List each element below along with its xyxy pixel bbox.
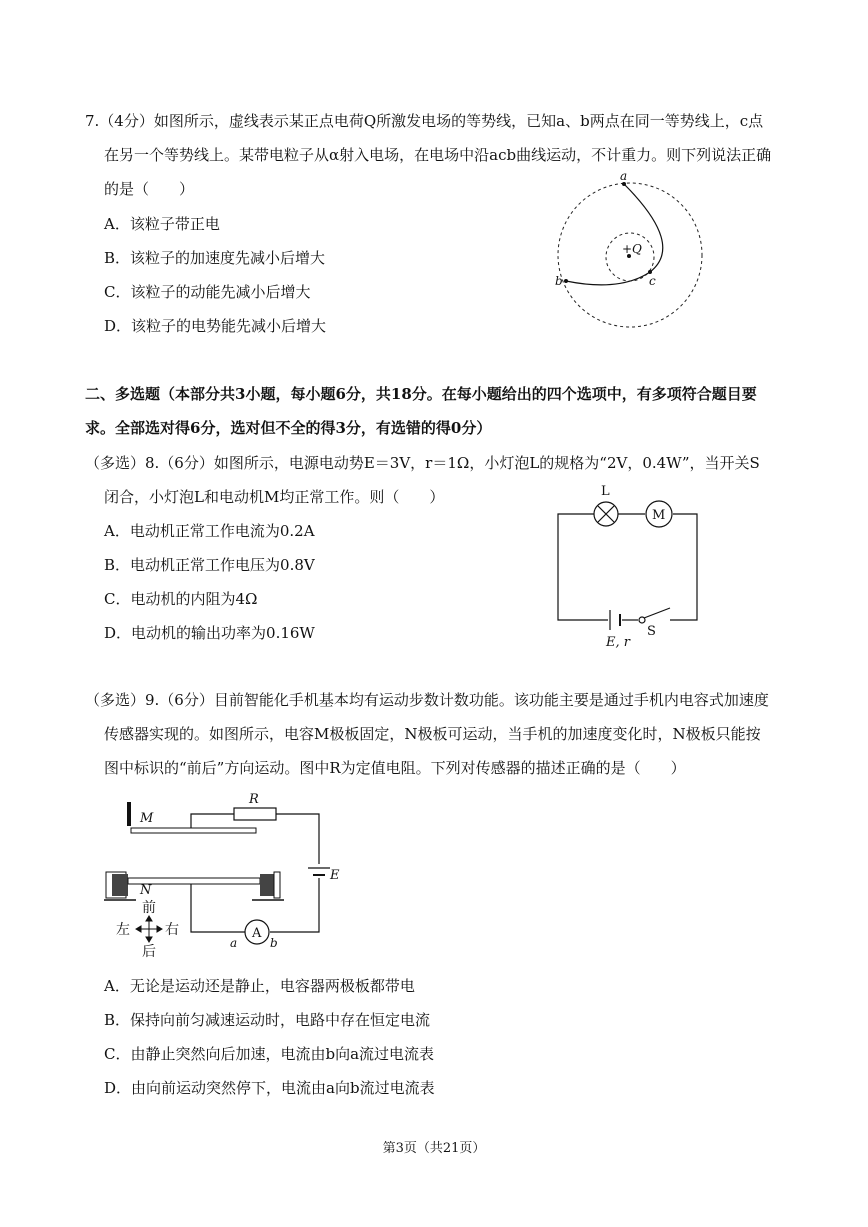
q8-wire bbox=[670, 514, 697, 620]
q8-source-label: E, r bbox=[606, 635, 630, 650]
q9-stem-line1: （多选）9.（6分）目前智能化手机基本均有运动步数计数功能。该功能主要是通过手机内电容式加速度 bbox=[85, 691, 769, 709]
q9-resistor-label: R bbox=[249, 792, 259, 807]
q9-plate-m-mount bbox=[127, 802, 131, 826]
q9-option-d: D．由向前运动突然停下，电流由a向b流过电流表 bbox=[104, 1079, 435, 1097]
q9-option-b: B．保持向前匀减速运动时，电路中存在恒定电流 bbox=[104, 1011, 431, 1029]
q8-stem-line2: 闭合，小灯泡L和电动机M均正常工作。则（ ） bbox=[104, 488, 445, 506]
q9-resistor bbox=[234, 808, 276, 820]
q9-sensor-figure bbox=[100, 788, 350, 968]
section2-header-line2: 求。全部选对得6分，选对但不全的得3分，有选错的得0分） bbox=[85, 419, 492, 437]
q8-switch-lever bbox=[644, 608, 670, 618]
q9-option-c: C．由静止突然向后加速，电流由b向a流过电流表 bbox=[104, 1045, 435, 1063]
q7-option-c: C．该粒子的动能先减小后增大 bbox=[104, 283, 311, 301]
q9-wire bbox=[191, 814, 234, 828]
q9-plate-m-label: M bbox=[140, 811, 154, 826]
q8-option-a: A．电动机正常工作电流为0.2A bbox=[104, 522, 315, 540]
q8-stem-line1: （多选）8.（6分）如图所示，电源电动势E＝3V，r＝1Ω，小灯泡L的规格为“2V，0.4W”，当开关S bbox=[85, 454, 760, 472]
q7-point-b-dot bbox=[564, 279, 568, 283]
page-footer: 第3页（共21页） bbox=[382, 1141, 486, 1156]
q8-circuit-figure bbox=[550, 480, 710, 655]
q9-wire bbox=[276, 814, 319, 864]
q8-option-c: C．电动机的内阻为4Ω bbox=[104, 590, 258, 608]
q7-label-c: c bbox=[649, 274, 656, 288]
q7-option-d: D．该粒子的电势能先减小后增大 bbox=[104, 317, 327, 335]
q9-dir-left: 左 bbox=[116, 922, 130, 938]
q7-option-a: A．该粒子带正电 bbox=[104, 215, 220, 233]
q9-plate-n-label: N bbox=[140, 883, 152, 898]
q9-ammeter-label: A bbox=[252, 926, 262, 941]
q8-option-d: D．电动机的输出功率为0.16W bbox=[104, 624, 315, 642]
q9-stem-line2: 传感器实现的。如图所示，电容M极板固定，N极板可运动，当手机的加速度变化时，N极板只能按 bbox=[104, 725, 761, 743]
q7-label-a: a bbox=[620, 169, 628, 183]
q7-stem-line1: 7.（4分）如图所示，虚线表示某正点电荷Q所激发电场的等势线，已知a、b两点在同一等势线上，c点 bbox=[85, 112, 764, 130]
q8-option-b: B．电动机正常工作电压为0.8V bbox=[104, 556, 315, 574]
q9-plate-m bbox=[131, 828, 256, 833]
q7-label-b: b bbox=[555, 274, 563, 288]
q7-option-b: B．该粒子的加速度先减小后增大 bbox=[104, 249, 326, 267]
q9-battery-label: E bbox=[330, 868, 340, 883]
q9-wire bbox=[191, 884, 245, 932]
q7-stem-line2: 在另一个等势线上。某带电粒子从α射入电场，在电场中沿acb曲线运动，不计重力。则下列说法正确 bbox=[104, 146, 772, 164]
q9-point-b-label: b bbox=[270, 936, 278, 950]
q8-wire bbox=[558, 514, 608, 620]
q9-stem-line3: 图中标识的“前后”方向运动。图中R为定值电阻。下列对传感器的描述正确的是（ ） bbox=[104, 759, 686, 777]
q7-trajectory bbox=[566, 184, 663, 285]
q7-charge-label: +Q bbox=[622, 242, 642, 256]
q9-right-mount bbox=[274, 872, 280, 898]
q9-direction-arrows-icon bbox=[136, 916, 162, 942]
q7-stem-line3: 的是（ ） bbox=[104, 180, 195, 198]
q8-motor-label: M bbox=[652, 508, 666, 523]
q7-figure bbox=[550, 170, 720, 335]
q9-left-spring bbox=[112, 874, 128, 896]
section2-header-line1: 二、多选题（本部分共3小题，每小题6分，共18分。在每小题给出的四个选项中，有多项符合题目要 bbox=[85, 385, 757, 403]
q8-lamp-label: L bbox=[601, 484, 610, 499]
q9-dir-front: 前 bbox=[142, 900, 156, 916]
q9-point-a-label: a bbox=[230, 936, 238, 950]
q8-switch-label: S bbox=[647, 624, 656, 639]
q9-dir-right: 右 bbox=[165, 922, 179, 938]
q9-dir-back: 后 bbox=[142, 944, 156, 960]
q9-option-a: A．无论是运动还是静止，电容器两极板都带电 bbox=[104, 977, 415, 995]
